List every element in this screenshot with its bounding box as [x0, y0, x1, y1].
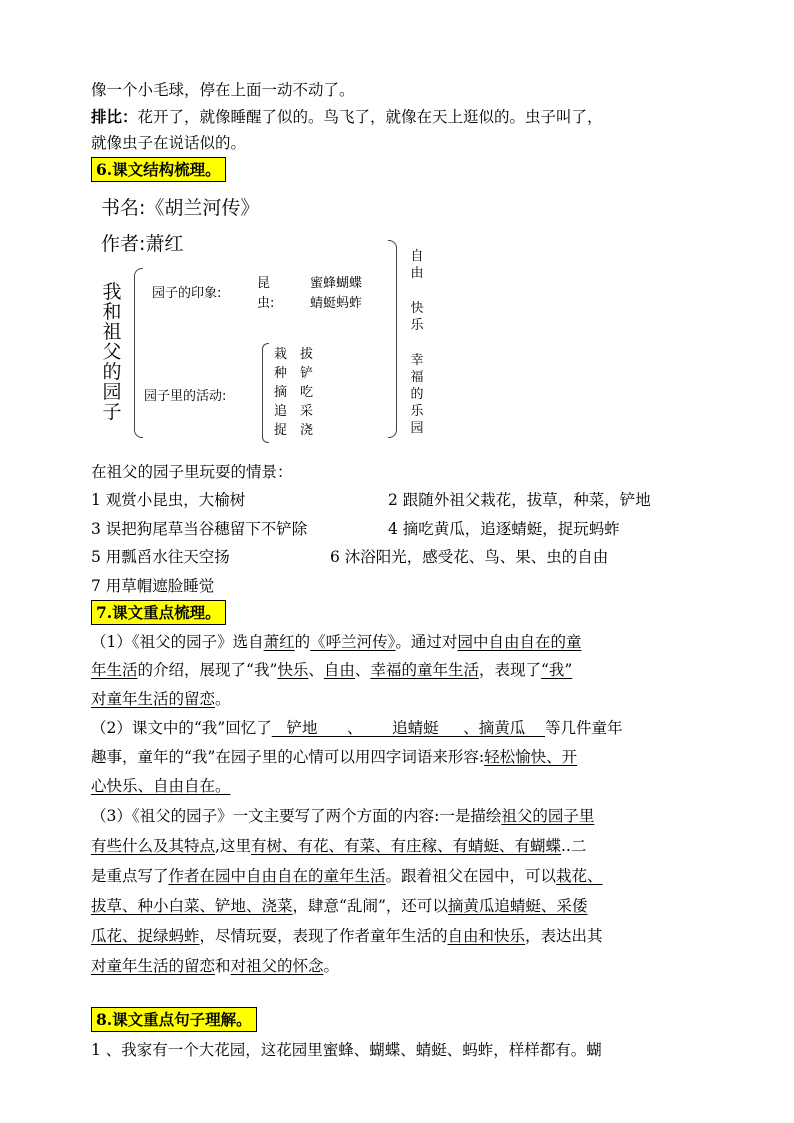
para-line: 1 、我家有一个大花园，这花园里蜜蜂、蝴蝶、蜻蜓、蚂蚱，样样都有。蝴 [91, 1041, 602, 1059]
section-6-heading [91, 160, 226, 180]
play-item: 5 用瓢舀水往天空扬 [91, 548, 230, 566]
answer: 《呼兰河传》 [310, 633, 396, 651]
para-line [91, 866, 603, 886]
text: ,这里 [215, 837, 251, 855]
activity-item: 吃 [300, 385, 314, 400]
section-8-heading [91, 1010, 257, 1030]
section-title: 6.课文结构梳理。 [91, 157, 226, 182]
para-line [91, 660, 572, 680]
activity-item: 栽 [274, 347, 288, 362]
text: （2）课文中的“我”回忆了 [91, 719, 272, 737]
insect-label-2: 虫: [257, 296, 275, 311]
text: 和 [215, 957, 231, 975]
text: ，肆意“乱闹”，还可以 [292, 897, 448, 915]
text: 。通过对 [395, 633, 458, 651]
answer: 有树、有花、有菜、有庄稼、有蜻蜓、有蝴蝶 [250, 837, 561, 855]
parallel-label: 排比： [91, 107, 138, 126]
activities-col2 [300, 345, 313, 440]
answer: 对祖父的怀念 [230, 957, 324, 975]
text: 、 [354, 661, 371, 679]
text: 是重点写了 [91, 867, 169, 885]
text: ，尽情玩耍，表现了作者童年生活的 [199, 927, 448, 945]
para-line [91, 896, 587, 916]
answer: 自由和快乐 [447, 927, 526, 945]
activity-item: 捉 [274, 423, 288, 438]
author: 作者:萧红 [101, 233, 184, 255]
parallel-line [91, 107, 603, 127]
answer: “我” [540, 661, 573, 679]
book-title: 书名:《胡兰河传》 [101, 197, 260, 219]
play-item: 3 误把狗尾草当谷穗留下不铲除 [91, 520, 308, 538]
answer: 年生活 [91, 661, 138, 679]
activity-item: 种 [274, 366, 288, 381]
answer: 快乐 [277, 661, 309, 679]
answer: 作者在园中自由自在的童年生活 [168, 867, 386, 885]
text: （3）《祖父的园子》一文主要写了两个方面的内容:一是描绘 [91, 807, 502, 825]
answer: 对童年生活的留恋 [91, 957, 216, 975]
para-line [91, 806, 594, 826]
activity-item: 摘 [274, 385, 288, 400]
activity-item: 浇 [300, 423, 314, 438]
text: 趣事，童年的“我”在园子里的心情可以用四字词语来形容: [91, 748, 485, 766]
text: 等几件童年 [544, 719, 623, 737]
section-7-heading [91, 603, 226, 623]
play-item: 1 观赏小昆虫，大榆树 [91, 491, 246, 509]
feel-free: 自由 [410, 249, 424, 281]
activities-col1 [274, 345, 287, 440]
text: 的 [294, 633, 311, 651]
para-line [91, 836, 586, 856]
para-line [91, 747, 577, 767]
answer: 幸福的童年生活 [370, 661, 479, 679]
text: 。跟着祖父在园中，可以 [385, 867, 557, 885]
para-line [91, 926, 603, 946]
para-line [91, 956, 339, 976]
text: 、 [308, 661, 324, 679]
play-item: 4 摘吃黄瓜，追逐蜻蜓，捉玩蚂蚱 [388, 520, 620, 538]
play-item: 6 沐浴阳光，感受花、鸟、果、虫的自由 [330, 548, 609, 566]
answer: 祖父的园子里 [501, 807, 595, 825]
para-line [91, 776, 231, 796]
answer: 铲地 、 追蜻蜓 、摘黄瓜 [271, 719, 545, 737]
play-item: 2 跟随外祖父栽花，拔草，种菜，铲地 [388, 491, 651, 509]
feel-happy: 快乐 [410, 301, 424, 333]
right-brace [388, 240, 397, 438]
diagram-main-title: 我和祖父的园子 [102, 281, 122, 423]
answer: 萧红 [263, 633, 295, 651]
para-line [91, 689, 231, 709]
text-line: 就像虫子在说话似的。 [91, 134, 247, 152]
parallel-text: 花开了，就像睡醒了似的。鸟飞了，就像在天上逛似的。虫子叫了， [137, 108, 603, 126]
section-title: 7.课文重点梳理。 [91, 600, 226, 625]
text: 的介绍，展现了“我” [137, 661, 278, 679]
text-line: 像一个小毛球，停在上面一动不动了。 [91, 81, 355, 99]
answer: 自由 [323, 661, 355, 679]
insects-2: 蜻蜓蚂蚱 [310, 296, 363, 311]
answer: 心快乐、自由自在。 [91, 777, 231, 795]
insect-label-1: 昆 [257, 276, 271, 291]
para-line [91, 632, 581, 652]
activity-brace [262, 343, 269, 443]
answer: 有些什么及其特点 [91, 837, 216, 855]
answer: 栽花、 [556, 867, 603, 885]
activity-item: 采 [300, 404, 314, 419]
text: （1）《祖父的园子》选自 [91, 633, 264, 651]
activity-item: 追 [274, 404, 288, 419]
text: ..二 [560, 837, 587, 855]
activity-item: 拔 [300, 347, 314, 362]
para-line [91, 718, 622, 738]
answer: 园中自由自在的童 [457, 633, 582, 651]
answer: 摘黄瓜追蜻蜓、采倭 [447, 897, 588, 915]
activity-label: 园子里的活动: [144, 389, 227, 404]
activity-item: 铲 [300, 366, 314, 381]
text: 。 [215, 690, 231, 708]
answer: 瓜花、捉绿蚂蚱 [91, 927, 200, 945]
text: 。 [323, 957, 340, 975]
play-heading: 在祖父的园子里玩耍的情景： [91, 463, 293, 481]
answer: 拔草、种小白菜、铲地、浇菜 [91, 897, 293, 915]
answer: 轻松愉快、开 [484, 748, 578, 766]
insects-1: 蜜蜂蝴蝶 [310, 276, 363, 291]
left-brace [134, 268, 143, 438]
answer: 对童年生活的留恋 [91, 690, 216, 708]
feel-paradise: 幸福的乐园 [410, 353, 424, 436]
section-title: 8.课文重点句子理解。 [91, 1007, 257, 1032]
impression-label: 园子的印象: [152, 286, 222, 301]
text: ，表现了 [478, 661, 541, 679]
play-item: 7 用草帽遮脸睡觉 [91, 577, 215, 595]
text: ，表达出其 [525, 927, 603, 945]
